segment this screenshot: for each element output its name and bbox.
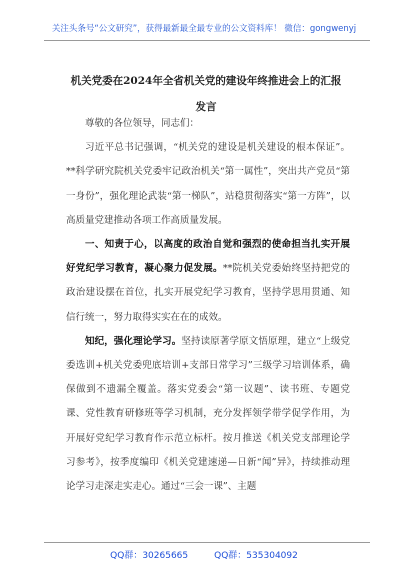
subheading-know-discipline: 知纪，强化理论学习。 — [85, 335, 182, 347]
section-heading — [66, 233, 350, 330]
paragraph-intro: 习近平总书记强调，“机关党的建设是机关建设的根本保证”。**科学研究院机关党委牢记政治机关“第一属性”，突出共产党员“第一身份”，强化理论武装“第一梯队”，站稳贯彻落实“第一方阵”，以高质量党建推动各项工作高质量发展。 — [66, 142, 350, 226]
document-title: 机关党委在2024年全省机关党的建设年终推进会上的汇报发言 — [70, 75, 342, 113]
footer — [0, 548, 408, 561]
qq-group-1: QQ群：30265665 — [110, 551, 189, 561]
paragraph-theory-study — [66, 330, 350, 499]
paragraph-party-education: **院机关党委始终坚持把党的政治建设摆在首位，扎实开展党纪学习教育，坚持学思用贯通、知信行统一，努力取得实实在在的成效。 — [66, 263, 350, 323]
section-heading-text: 一、知责于心，以高度的政治自觉和强烈的使命担当扎实开展好党纪学习教育，凝心聚力促发展。 — [66, 239, 350, 275]
salutation: 尊敬的各位领导，同志们： — [85, 118, 200, 129]
qq-group-2: QQ群：535304092 — [214, 551, 298, 561]
header-divider — [44, 40, 370, 41]
paragraph-theory-study-text: 坚持读原著学原文悟原理，建立“上级党委选训+机关党委兜底培训+支部日常学习”三级学习培训体系，确保做到不遗漏全覆盖。落实党委会“第一议题”、读书班、专题党课、党性教育研修班等学习机制，充分发挥领学带学促学作用，为开展好党纪学习教育作示范立标杆。按月推送《机关党支部理论学习参考》，按季度编印《机关党建速递—日新“闻”异》，持续推动理论学习走深走实走心。通过“三会一课”、主题 — [66, 335, 350, 493]
document-body — [66, 112, 350, 499]
header-note: 关注头条号“公文研究”，获得最新最全最专业的公文资料库！ 微信：gongwenyj — [51, 24, 357, 34]
footer-divider — [44, 542, 370, 543]
